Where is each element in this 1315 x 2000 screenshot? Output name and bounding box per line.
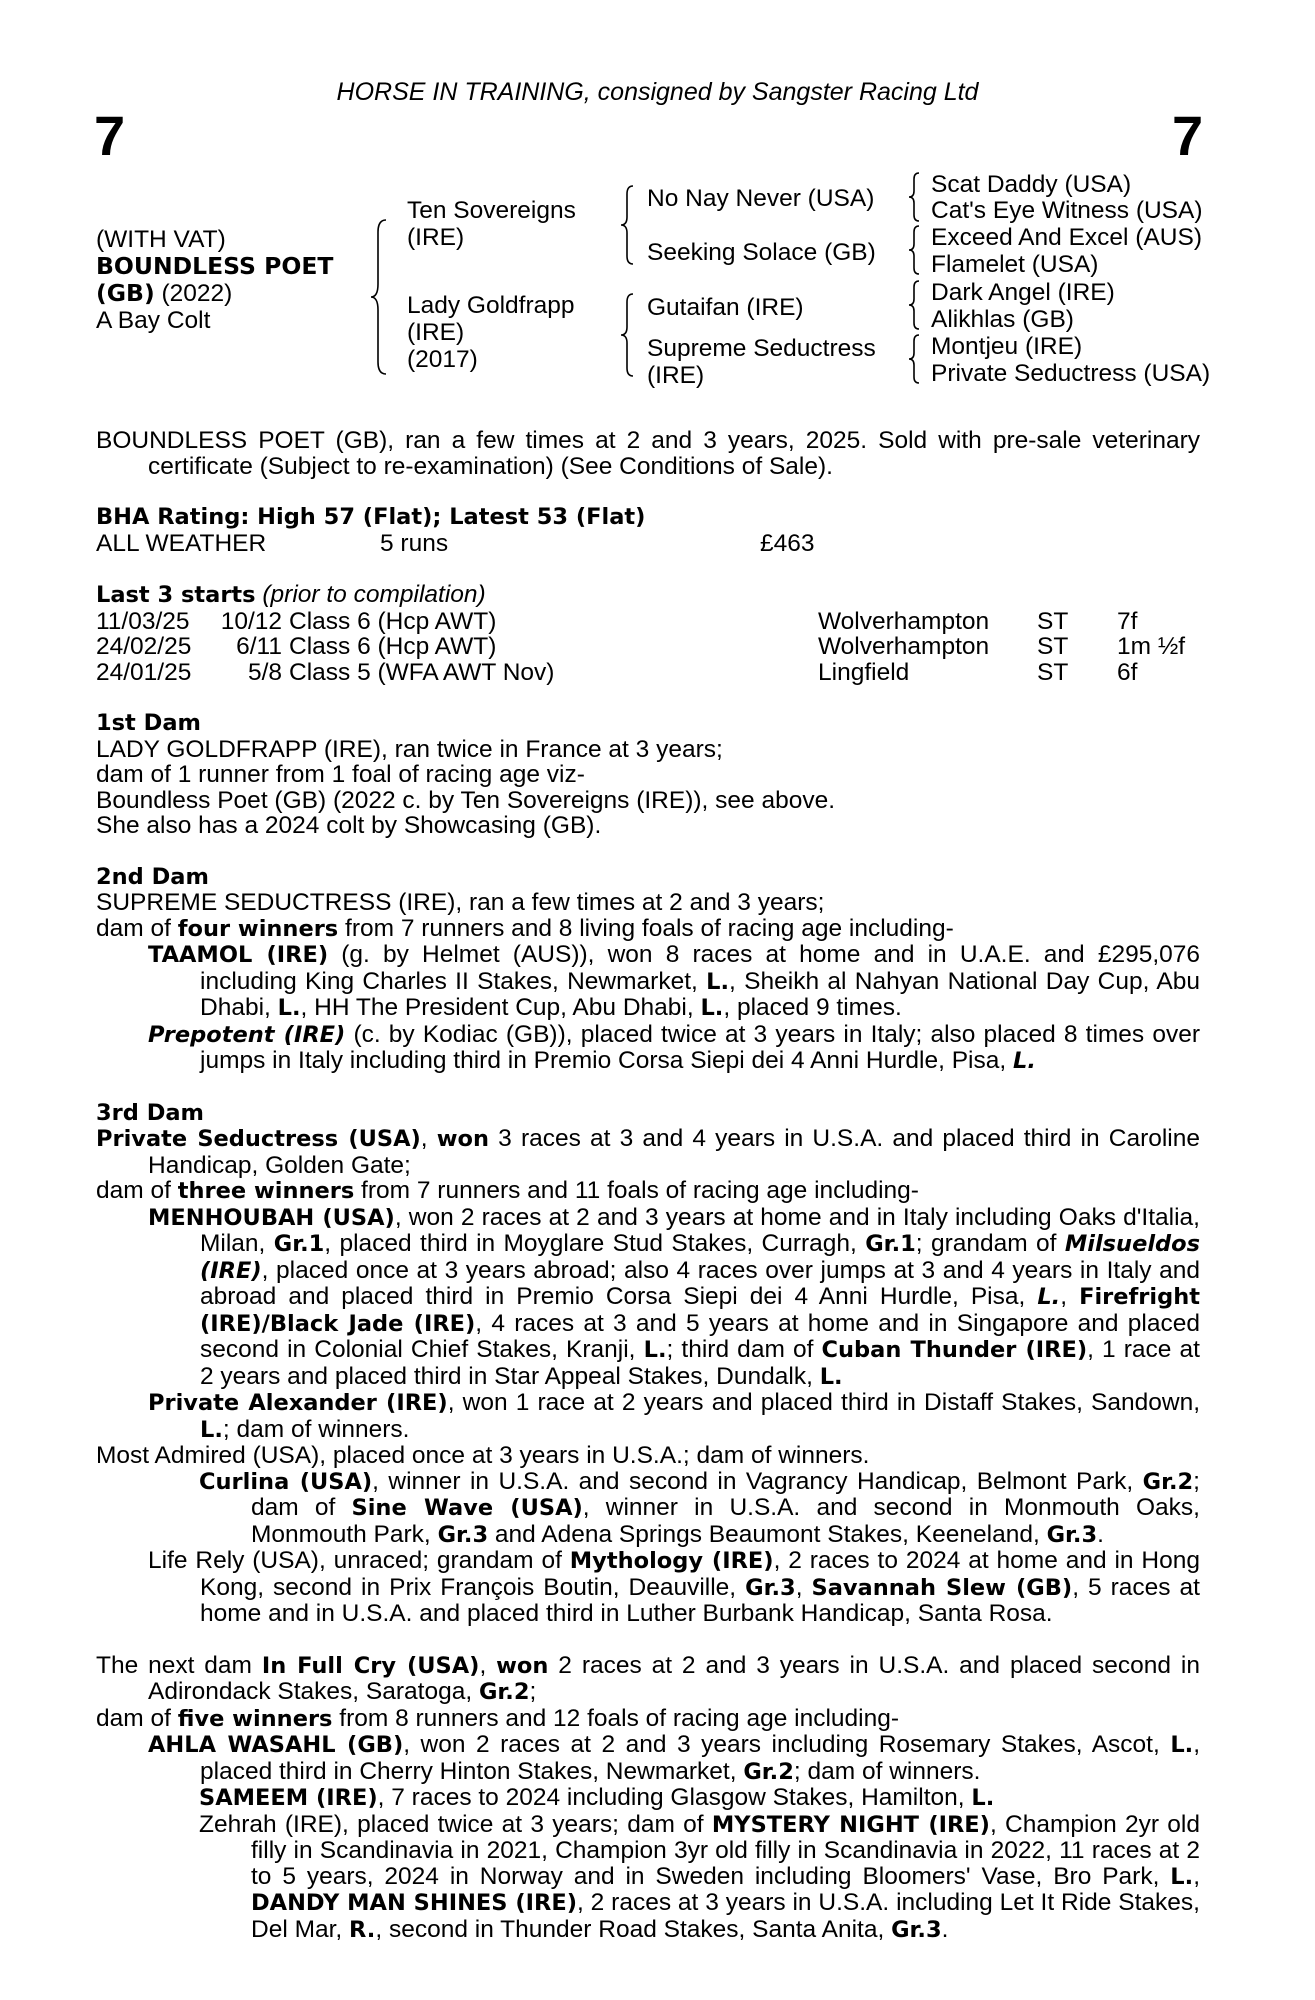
lot-number-left: 7: [94, 104, 126, 167]
next-dam-line: dam of five winners from 8 runners and 12 foals of racing age including-: [96, 1704, 900, 1732]
second-dam-produce-prepotent: Prepotent (IRE) (c. by Kodiac (GB)), placed twice at 3 years in Italy; also placed 8 times over jumps in Italy including third in Premio Corsa Siepi dei 4 Anni Hurdle, Pisa, L.: [148, 1020, 1200, 1074]
second-dam-heading: 2nd Dam: [96, 863, 209, 890]
third-dam-produce-most-admired: Most Admired (USA), placed once at 3 years in U.S.A.; dam of winners.: [96, 1442, 870, 1469]
rating-surface: ALL WEATHER: [96, 529, 267, 557]
horse-name: BOUNDLESS POET: [96, 252, 334, 280]
g3-dam-sire-dam: Alikhlas (GB): [931, 306, 1074, 333]
first-dam-line: LADY GOLDFRAPP (IRE), ran twice in France at 3 years;: [96, 735, 723, 763]
third-dam-line: Private Seductress (USA), won 3 races at 3 and 4 years in U.S.A. and placed third in Caroline Handicap, Golden Gate;: [96, 1125, 1201, 1179]
g3-sire-sire-sire: Scat Daddy (USA): [931, 171, 1132, 198]
first-dam-produce: Boundless Poet (GB) (2022 c. by Ten Sovereigns (IRE)), see above.: [96, 786, 836, 814]
dam-sire: Gutaifan (IRE): [647, 294, 804, 321]
pedigree-brace-g3-1: [906, 171, 922, 223]
dam-dam-origin: (IRE): [647, 362, 705, 389]
dam-name: Lady Goldfrapp: [407, 292, 575, 319]
pedigree-brace-g3-3: [906, 279, 922, 331]
lot-number-right: 7: [1172, 104, 1204, 167]
dam-origin: (IRE): [407, 319, 465, 346]
next-dam-line: The next dam In Full Cry (USA), won 2 races at 2 and 3 years in U.S.A. and placed second in Adirondack Stakes, Saratoga, Gr.2;: [96, 1651, 1201, 1705]
sire-sire: No Nay Never (USA): [647, 185, 875, 212]
sire-name: Ten Sovereigns: [407, 197, 576, 224]
pedigree-brace-g3-4: [906, 333, 922, 385]
rating-prize: £463: [760, 529, 815, 557]
horse-sex: A Bay Colt: [96, 307, 211, 334]
start-row: 24/01/25 5/8 Class 5 (WFA AWT Nov) Lingfield ST 6f: [96, 658, 1138, 686]
third-dam-line: dam of three winners from 7 runners and 11 foals of racing age including-: [96, 1177, 919, 1204]
dam-dam: Supreme Seductress: [647, 335, 876, 362]
next-dam-produce-zehrah: Zehrah (IRE), placed twice at 3 years; dam of MYSTERY NIGHT (IRE), Champion 2yr old filly in Scandinavia in 2021, Champion 3yr old filly in Scandinavia in 2022, 11 races at 2 to 5 years, 2024 in Norway and in Sweden including Bloomers' Vase, Bro Park, L., DANDY MAN SHINES (IRE), 2 races at 3 years in U.S.A. including Let It Ride Stakes, Del Mar, R., second in Thunder Road Stakes, Santa Anita, Gr.3.: [199, 1810, 1200, 1943]
rating-row: [96, 531, 1200, 557]
second-dam-line: SUPREME SEDUCTRESS (IRE), ran a few times at 2 and 3 years;: [96, 889, 825, 916]
pedigree-brace-dam: [618, 292, 636, 378]
bha-rating: BHA Rating: High 57 (Flat); Latest 53 (Flat): [96, 504, 646, 530]
g3-sire-dam-dam: Flamelet (USA): [931, 251, 1099, 278]
next-dam-produce-ahla-wasahl: AHLA WASAHL (GB), won 2 races at 2 and 3 years including Rosemary Stakes, Ascot, L., placed third in Cherry Hinton Stakes, Newmarket, Gr.2; dam of winners.: [148, 1731, 1201, 1785]
last-starts-heading: Last 3 starts (prior to compilation): [96, 581, 486, 608]
pedigree-brace-sire: [618, 184, 636, 266]
g3-dam-dam-dam: Private Seductress (USA): [931, 360, 1211, 387]
pedigree-brace-main: [368, 218, 390, 376]
intro-paragraph: BOUNDLESS POET (GB), ran a few times at 2 and 3 years, 2025. Sold with pre-sale veterinary certificate (Subject to re-examination) (See Conditions of Sale).: [96, 427, 1200, 480]
third-dam-produce-life-rely: Life Rely (USA), unraced; grandam of Mythology (IRE), 2 races to 2024 at home and in Hong Kong, second in Prix François Boutin, Deauville, Gr.3, Savannah Slew (GB), 5 races at home and in U.S.A. and placed third in Luther Burbank Handicap, Santa Rosa.: [148, 1547, 1201, 1627]
second-dam-line: dam of four winners from 7 runners and 8 living foals of racing age including-: [96, 914, 954, 942]
third-dam-produce-private-alexander: Private Alexander (IRE), won 1 race at 2 years and placed third in Distaff Stakes, Sandown, L.; dam of winners.: [148, 1389, 1201, 1443]
next-dam-produce-sameem: SAMEEM (IRE), 7 races to 2024 including Glasgow Stakes, Hamilton, L.: [199, 1784, 995, 1811]
second-dam-produce-taamol: TAAMOL (IRE) (g. by Helmet (AUS)), won 8 races at home and in U.A.E. and £295,076 including King Charles II Stakes, Newmarket, L., Sheikh al Nahyan National Day Cup, Abu Dhabi, L., HH The President Cup, Abu Dhabi, L., placed 9 times.: [148, 941, 1201, 1021]
third-dam-produce-curlina: Curlina (USA), winner in U.S.A. and second in Vagrancy Handicap, Belmont Park, Gr.2; dam of Sine Wave (USA), winner in U.S.A. and second in Monmouth Oaks, Monmouth Park, Gr.3 and Adena Springs Beaumont Stakes, Keeneland, Gr.3.: [199, 1467, 1200, 1548]
sire-dam: Seeking Solace (GB): [647, 239, 876, 266]
rating-runs: 5 runs: [380, 529, 449, 557]
start-row: 24/02/25 6/11 Class 6 (Hcp AWT) Wolverhampton ST 1m ½f: [96, 633, 1186, 660]
third-dam-heading: 3rd Dam: [96, 1099, 204, 1126]
pedigree-brace-g3-2: [906, 224, 922, 276]
g3-dam-dam-sire: Montjeu (IRE): [931, 333, 1083, 360]
start-row: 11/03/25 10/12 Class 6 (Hcp AWT) Wolverhampton ST 7f: [96, 607, 1138, 635]
g3-sire-dam-sire: Exceed And Excel (AUS): [931, 224, 1202, 251]
sire-origin: (IRE): [407, 224, 465, 251]
catalogue-body: [96, 428, 1200, 1943]
first-dam-line: dam of 1 runner from 1 foal of racing age viz-: [96, 761, 585, 788]
vat-note: (WITH VAT): [96, 226, 226, 253]
dam-year: (2017): [407, 346, 478, 373]
page-header: HORSE IN TRAINING, consigned by Sangster Racing Ltd: [336, 78, 979, 106]
g3-sire-sire-dam: Cat's Eye Witness (USA): [931, 197, 1203, 224]
third-dam-produce-menhoubah: MENHOUBAH (USA), won 2 races at 2 and 3 years at home and in Italy including Oaks d'Italia, Milan, Gr.1, placed third in Moyglare Stud Stakes, Curragh, Gr.1; grandam of Milsueldos (IRE), placed once at 3 years abroad; also 4 races over jumps at 3 and 4 years in Italy and abroad and placed third in Premio Corsa Siepi dei 4 Anni Hurdle, Pisa, L., Firefright (IRE)/Black Jade (IRE), 4 races at 3 and 5 years at home and in Singapore and placed second in Colonial Chief Stakes, Kranji, L.; third dam of Cuban Thunder (IRE), 1 race at 2 years and placed third in Star Appeal Stakes, Dundalk, L.: [148, 1203, 1200, 1390]
g3-dam-sire-sire: Dark Angel (IRE): [931, 279, 1115, 306]
horse-origin-year: (GB) (2022): [96, 279, 233, 307]
first-dam-line: She also has a 2024 colt by Showcasing (GB).: [96, 812, 602, 839]
first-dam-heading: 1st Dam: [96, 710, 201, 736]
